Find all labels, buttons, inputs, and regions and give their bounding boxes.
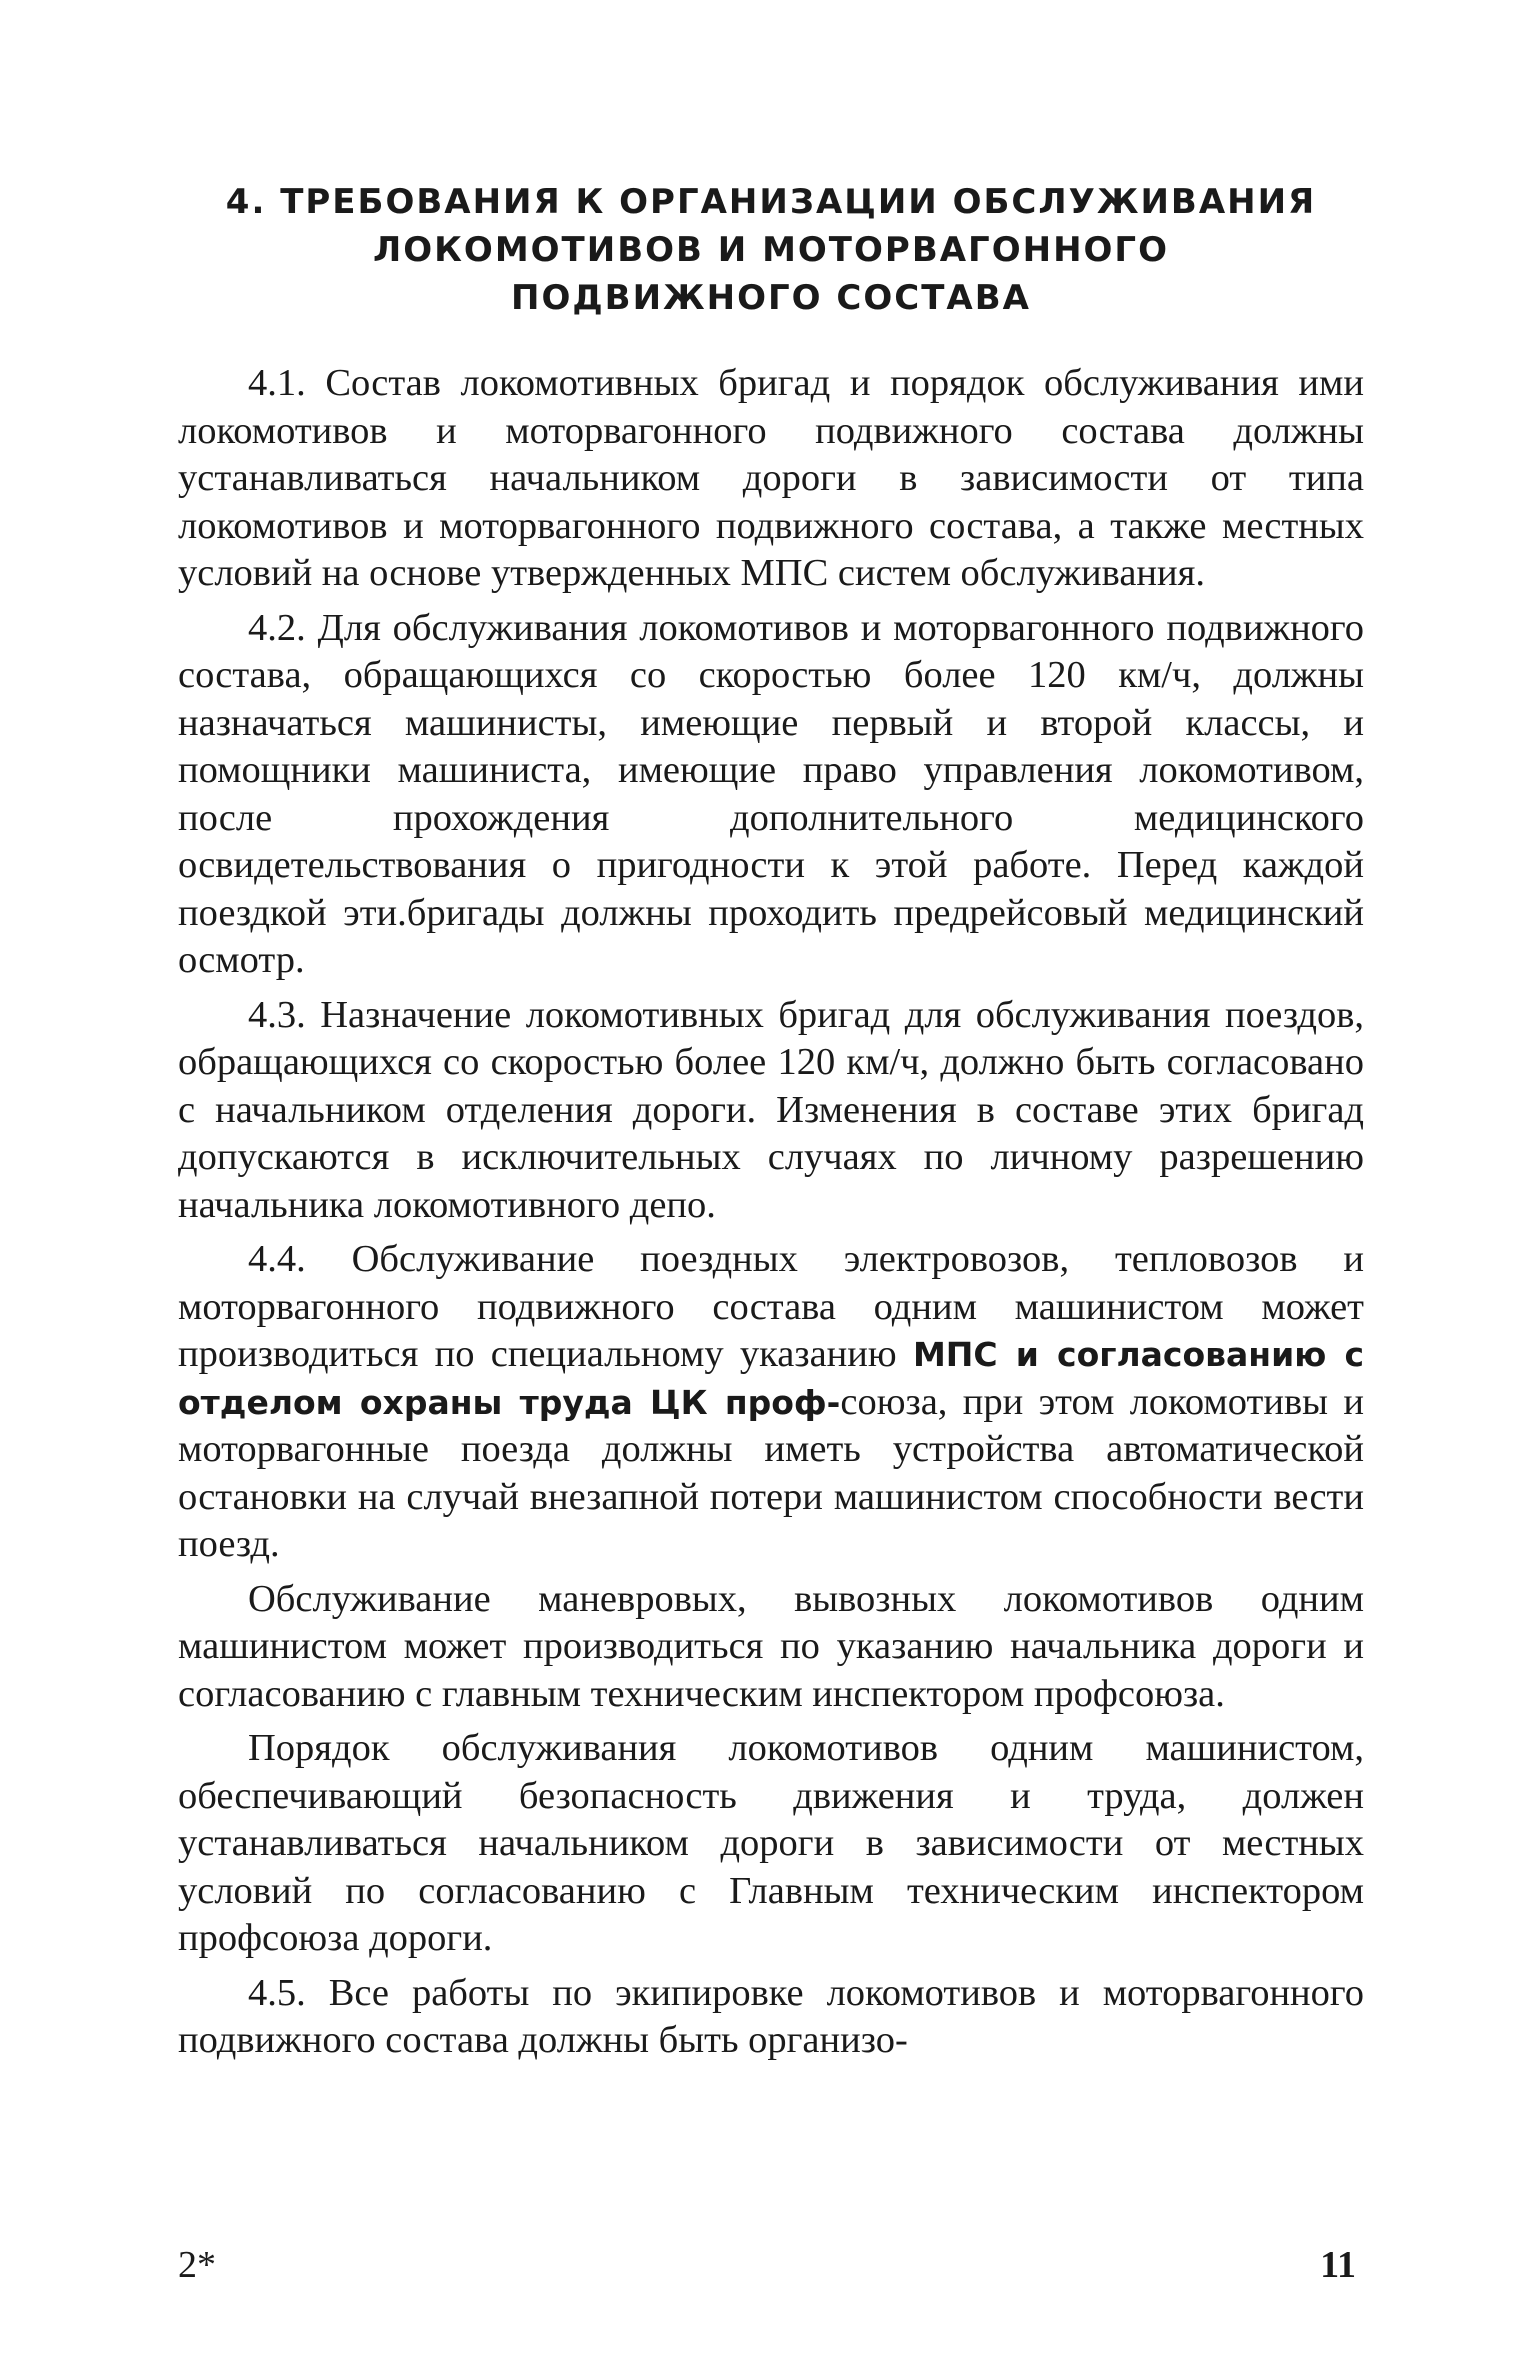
paragraph-4-3: 4.3. Назначение локомотивных бригад для обслуживания поездов, обращающихся со скоростью более 120 км/ч, должно быть согласовано с начальником отделения дороги. Изменения в составе этих бригад допускаются в исключительных случаях по личному разрешению начальника локомотивного депо. — [178, 993, 1364, 1226]
signature-mark: 2* — [178, 2244, 216, 2286]
paragraph-4-2: 4.2. Для обслуживания локомотивов и моторвагонного подвижного состава, обращающихся со скоростью более 120 км/ч, должны назначаться машинисты, имеющие первый и второй классы, и помощники машиниста, имеющие право управления локомотивом, после прохождения дополнительного медицинского освидетельствования о пригодности к этой работе. Перед каждой поездкой эти.бригады должны проходить предрейсовый медицинский осмотр. — [178, 606, 1364, 981]
paragraph-4-4-bold-line: МПС и согласованию с отделом охраны труда ЦК проф- — [178, 1335, 1364, 1422]
paragraph-4-4-start: 4.4. Обслуживание поездных электровозов, тепловозов и моторвагонного подвижного состава одним машинистом может производиться по специальному указанию — [178, 1238, 1364, 1375]
paragraph-4-5: 4.5. Все работы по экипировке локомотивов и моторвагонного подвижного состава должны быть организо- — [178, 1971, 1364, 2061]
heading-line-3: ПОДВИЖНОГО СОСТАВА — [511, 278, 1031, 318]
paragraph-4-1: 4.1. Состав локомотивных бригад и порядок обслуживания ими локомотивов и моторвагонного подвижного состава должны устанавливаться начальником дороги в зависимости от типа локомотивов и моторвагонного подвижного состава, а также местных условий на основе утвержденных МПС систем обслуживания. — [178, 362, 1364, 594]
page-footer — [178, 2240, 1364, 2290]
paragraph-shunting-locomotives: Обслуживание маневровых, вывозных локомотивов одним машинистом может производиться по указанию начальника дороги и согласованию с главным техническим инспектором профсоюза. — [178, 1577, 1364, 1715]
heading-line-1: 4. ТРЕБОВАНИЯ К ОРГАНИЗАЦИИ ОБСЛУЖИВАНИЯ — [225, 182, 1317, 222]
body-text — [178, 360, 1364, 2065]
document-page — [178, 0, 1364, 2363]
heading-line-2: ЛОКОМОТИВОВ И МОТОРВАГОННОГО — [372, 230, 1169, 270]
section-heading — [178, 178, 1364, 322]
paragraph-single-driver-order: Порядок обслуживания локомотивов одним машинистом, обеспечивающий безопасность движения и труда, должен устанавливаться начальником дороги в зависимости от местных условий по согласованию с Главным техническим инспектором профсоюза дороги. — [178, 1727, 1364, 1959]
page-number: 11 — [1320, 2244, 1356, 2286]
paragraph-4-4 — [178, 1236, 1364, 1569]
paragraph-4-4-end: союза, при этом локомотивы и моторвагонные поезда должны иметь устройства автоматической остановки на случай внезапной потери машинистом способности вести поезд. — [178, 1380, 1364, 1565]
